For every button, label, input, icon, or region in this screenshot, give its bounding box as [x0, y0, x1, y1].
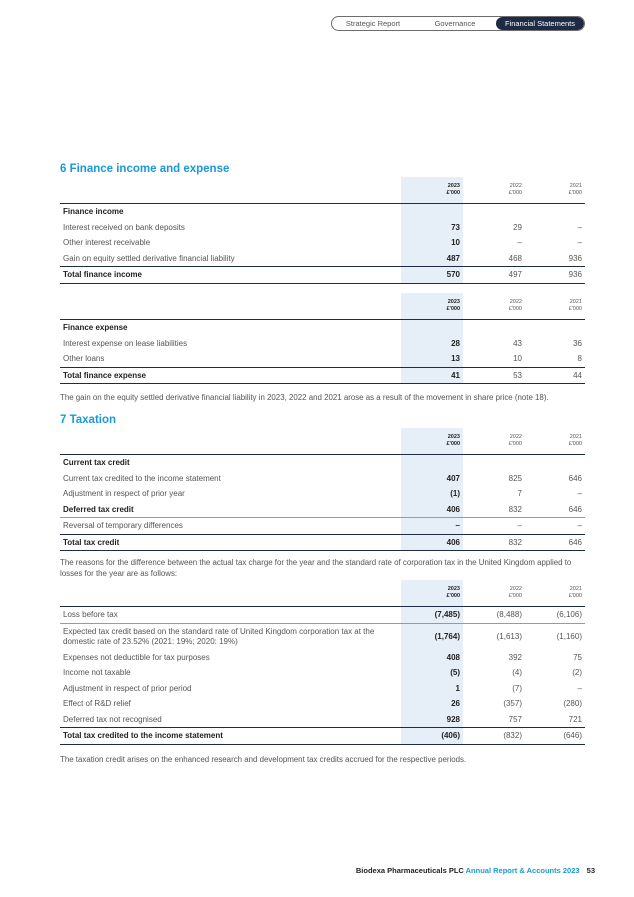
table-row	[60, 204, 585, 220]
value-2022: 757	[508, 714, 522, 724]
value-2023: 408	[401, 650, 463, 666]
total-row	[60, 267, 585, 284]
subtotal-row	[60, 502, 585, 518]
value-2021: –	[577, 683, 582, 693]
row-label: Total finance expense	[60, 367, 401, 384]
row-label: Expected tax credit based on the standard rate of United Kingdom corporation tax at the domestic rate of 23.52% (2021: 19%; 2020: 19%)	[63, 627, 375, 646]
value-2021: 646	[525, 502, 585, 518]
value-2021: 646	[525, 534, 585, 551]
value-2021: –	[577, 222, 582, 232]
total-row	[60, 367, 585, 384]
value-2022: –	[517, 238, 522, 248]
row-label: Finance income	[63, 207, 124, 217]
value-2023: –	[401, 518, 463, 535]
table-row	[60, 320, 585, 336]
value-2022: 53	[463, 367, 525, 384]
row-label: Current tax credited to the income statement	[63, 473, 221, 483]
derivative-note: The gain on the equity settled derivative financial liability in 2023, 2022 and 2021 arose as a result of the movement in share price (note 18).	[60, 393, 549, 402]
value-2023: (1)	[401, 486, 463, 502]
report-title: Annual Report & Accounts 2023	[465, 866, 580, 875]
table-row	[60, 623, 585, 650]
column-header-2022: 2022 £'000	[463, 293, 525, 320]
value-2021: 8	[577, 354, 582, 364]
value-2021: (646)	[525, 728, 585, 745]
row-label: Total finance income	[60, 267, 401, 284]
nav-tab-governance[interactable]: Governance	[434, 19, 476, 28]
value-2022: 7	[517, 489, 522, 499]
value-2022: 43	[513, 338, 522, 348]
column-header-2023: 2023 £'000	[401, 428, 463, 455]
value-2023: 1	[401, 681, 463, 697]
table-row	[60, 518, 585, 535]
value-2021: 721	[568, 714, 582, 724]
value-2022: 29	[513, 222, 522, 232]
table-header	[60, 580, 585, 607]
row-label: Interest received on bank deposits	[63, 222, 185, 232]
nav-tab-strategic-report[interactable]: Strategic Report	[345, 19, 401, 28]
value-2021: –	[577, 238, 582, 248]
section-7-heading: 7 Taxation	[60, 414, 117, 426]
value-2022: (357)	[503, 699, 522, 709]
value-2023: 928	[401, 712, 463, 728]
value-2022: 832	[463, 534, 525, 551]
reconciliation-intro: The reasons for the difference between the actual tax charge for the year and the standard rate of corporation tax in the United Kingdom applied to losses for the year are as follows:	[60, 558, 572, 578]
row-label: Loss before tax	[60, 607, 401, 624]
value-2023: 570	[401, 267, 463, 284]
column-header-2021: 2021 £'000	[525, 177, 585, 204]
column-header-2022: 2022 £'000	[463, 177, 525, 204]
value-2022: 392	[508, 652, 522, 662]
row-label: Total tax credit	[60, 534, 401, 551]
nav-tab-financial-statements[interactable]: Financial Statements	[496, 17, 584, 30]
value-2022: (832)	[463, 728, 525, 745]
tax-reconciliation-table	[60, 580, 585, 745]
value-2021: (1,160)	[556, 631, 582, 641]
column-header-2022: 2022 £'000	[463, 580, 525, 607]
table-row	[60, 486, 585, 502]
row-label: Other loans	[63, 354, 105, 364]
value-2022: (1,613)	[496, 631, 522, 641]
value-2021: 44	[525, 367, 585, 384]
closing-note: The taxation credit arises on the enhanced research and development tax credits accrued for the respective periods.	[60, 755, 467, 764]
table-row	[60, 696, 585, 712]
row-label: Income not taxable	[63, 668, 131, 678]
table-row	[60, 471, 585, 487]
value-2022: 10	[513, 354, 522, 364]
table-row	[60, 712, 585, 728]
column-header-2021: 2021 £'000	[525, 428, 585, 455]
column-header-2021: 2021 £'000	[525, 580, 585, 607]
table-header	[60, 293, 585, 320]
finance-expense-table	[60, 293, 585, 384]
value-2023: 41	[401, 367, 463, 384]
value-2023: 13	[401, 351, 463, 367]
value-2023: 406	[401, 534, 463, 551]
row-label: Interest expense on lease liabilities	[63, 338, 188, 348]
table-row	[60, 681, 585, 697]
value-2022: 825	[508, 473, 522, 483]
column-header-2023: 2023 £'000	[401, 293, 463, 320]
value-2022: 468	[508, 253, 522, 263]
column-header-2023: 2023 £'000	[401, 177, 463, 204]
value-2021: 936	[525, 267, 585, 284]
value-2023: 73	[401, 220, 463, 236]
value-2021: 36	[573, 338, 582, 348]
value-2021: 936	[568, 253, 582, 263]
row-label: Adjustment in respect of prior period	[63, 683, 192, 693]
value-2023: 407	[401, 471, 463, 487]
total-row	[60, 728, 585, 745]
value-2022: (8,488)	[463, 607, 525, 624]
column-header-2022: 2022 £'000	[463, 428, 525, 455]
section-nav	[331, 16, 585, 31]
tax-credit-table	[60, 428, 585, 551]
row-label: Total tax credited to the income statement	[60, 728, 401, 745]
company-name: Biodexa Pharmaceuticals PLC	[355, 866, 464, 875]
table-row	[60, 235, 585, 251]
value-2022: (4)	[512, 668, 522, 678]
row-label: Other interest receivable	[63, 238, 151, 248]
row-label: Effect of R&D relief	[63, 699, 131, 709]
table-row	[60, 665, 585, 681]
table-row	[60, 220, 585, 236]
row-label: Adjustment in respect of prior year	[63, 489, 185, 499]
finance-income-table	[60, 177, 585, 284]
value-2023: 28	[401, 336, 463, 352]
row-label: Finance expense	[63, 323, 128, 333]
table-row	[60, 650, 585, 666]
value-2022: 497	[463, 267, 525, 284]
column-header-2021: 2021 £'000	[525, 293, 585, 320]
section-6-heading: 6 Finance income and expense	[60, 163, 230, 175]
value-2021: –	[577, 489, 582, 499]
row-label: Deferred tax credit	[60, 502, 401, 518]
value-2023: 406	[401, 502, 463, 518]
table-row	[60, 455, 585, 471]
value-2023: (7,485)	[401, 607, 463, 624]
page-number: 53	[586, 866, 595, 875]
value-2021: 646	[568, 473, 582, 483]
row-label: Expenses not deductible for tax purposes	[63, 652, 210, 662]
value-2022: (7)	[512, 683, 522, 693]
table-row	[60, 336, 585, 352]
value-2021: –	[577, 521, 582, 531]
row-label: Current tax credit	[63, 458, 130, 468]
row-label: Reversal of temporary differences	[63, 521, 183, 531]
value-2023: 487	[401, 251, 463, 267]
row-label: Deferred tax not recognised	[63, 714, 162, 724]
row-label: Gain on equity settled derivative financial liability	[63, 253, 235, 263]
value-2021: (2)	[572, 668, 582, 678]
value-2022: –	[517, 521, 522, 531]
value-2023: (5)	[401, 665, 463, 681]
table-row	[60, 251, 585, 267]
table-row	[60, 607, 585, 624]
table-header	[60, 177, 585, 204]
value-2023: (406)	[401, 728, 463, 745]
table-header	[60, 428, 585, 455]
value-2021: 75	[573, 652, 582, 662]
value-2021: (6,106)	[525, 607, 585, 624]
value-2023: 26	[401, 696, 463, 712]
value-2022: 832	[463, 502, 525, 518]
page-footer	[356, 866, 595, 875]
column-header-2023: 2023 £'000	[401, 580, 463, 607]
value-2021: (280)	[563, 699, 582, 709]
total-row	[60, 534, 585, 551]
value-2023: 10	[401, 235, 463, 251]
table-row	[60, 351, 585, 367]
value-2023: (1,764)	[401, 623, 463, 650]
